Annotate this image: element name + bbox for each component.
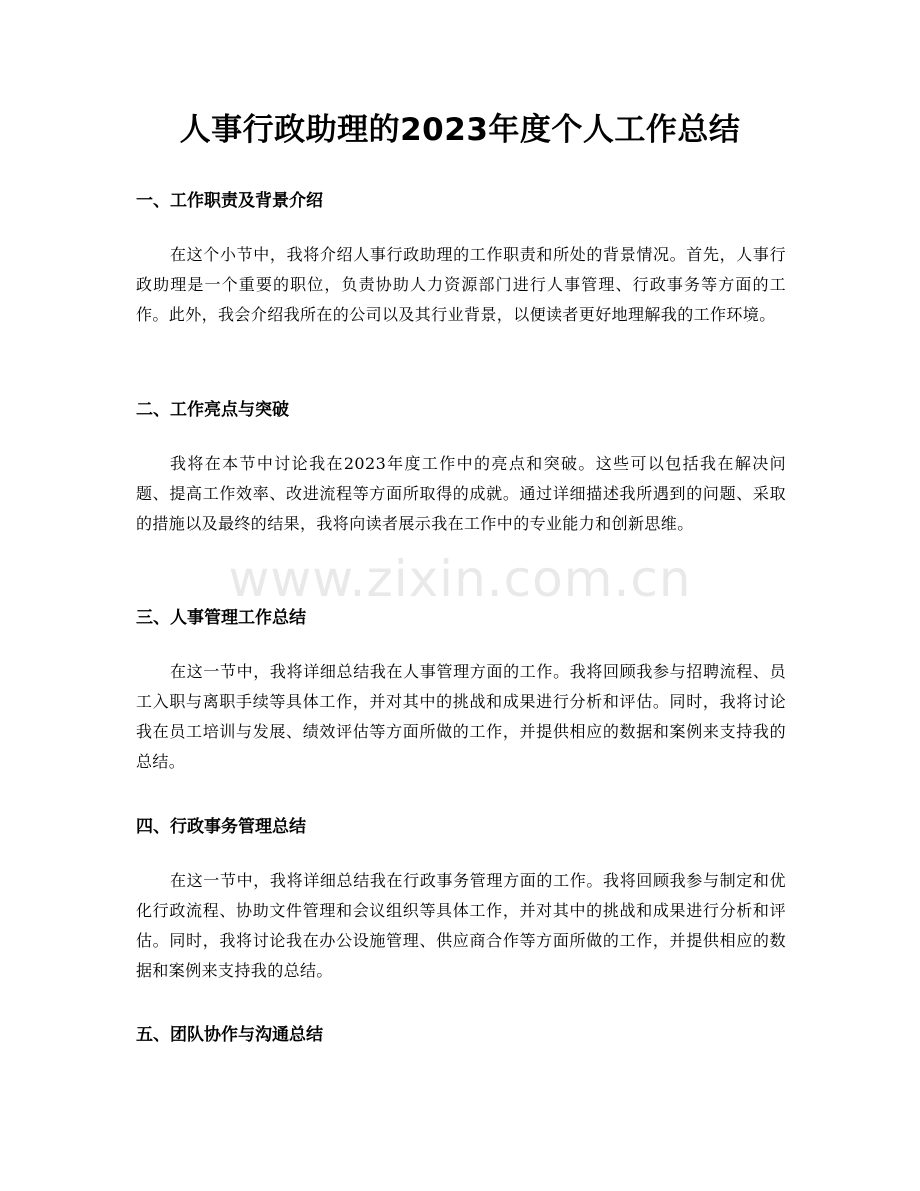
watermark: www.zixin.com.cn <box>228 550 692 608</box>
section-admin-management <box>136 814 786 986</box>
section-responsibilities <box>136 188 786 330</box>
section-heading: 四、行政事务管理总结 <box>136 817 306 837</box>
section-heading: 一、工作职责及背景介绍 <box>136 191 323 211</box>
section-paragraph: 在这一节中，我将详细总结我在人事管理方面的工作。我将回顾我参与招聘流程、员工入职与离职手续等具体工作，并对其中的挑战和成果进行分析和评估。同时，我将讨论我在员工培训与发展、绩效评估等方面所做的工作，并提供相应的数据和案例来支持我的总结。 <box>136 662 786 771</box>
section-heading: 五、团队协作与沟通总结 <box>136 1025 323 1045</box>
section-teamwork <box>136 1022 786 1048</box>
document-title: 人事行政助理的2023年度个人工作总结 <box>179 112 741 148</box>
section-heading: 二、工作亮点与突破 <box>136 400 289 420</box>
section-hr-management <box>136 605 786 777</box>
section-paragraph: 在这一节中，我将详细总结我在行政事务管理方面的工作。我将回顾我参与制定和优化行政流程、协助文件管理和会议组织等具体工作，并对其中的挑战和成果进行分析和评估。同时，我将讨论我在办公设施管理、供应商合作等方面所做的工作，并提供相应的数据和案例来支持我的总结。 <box>136 871 786 980</box>
section-heading: 三、人事管理工作总结 <box>136 608 306 628</box>
section-paragraph: 我将在本节中讨论我在2023年度工作中的亮点和突破。这些可以包括我在解决问题、提高工作效率、改进流程等方面所取得的成就。通过详细描述我所遇到的问题、采取的措施以及最终的结果，我将向读者展示我在工作中的专业能力和创新思维。 <box>136 454 786 533</box>
section-paragraph: 在这个小节中，我将介绍人事行政助理的工作职责和所处的背景情况。首先，人事行政助理是一个重要的职位，负责协助人力资源部门进行人事管理、行政事务等方面的工作。此外，我会介绍我所在的公司以及其行业背景，以便读者更好地理解我的工作环境。 <box>136 245 786 324</box>
section-highlights <box>136 397 786 539</box>
